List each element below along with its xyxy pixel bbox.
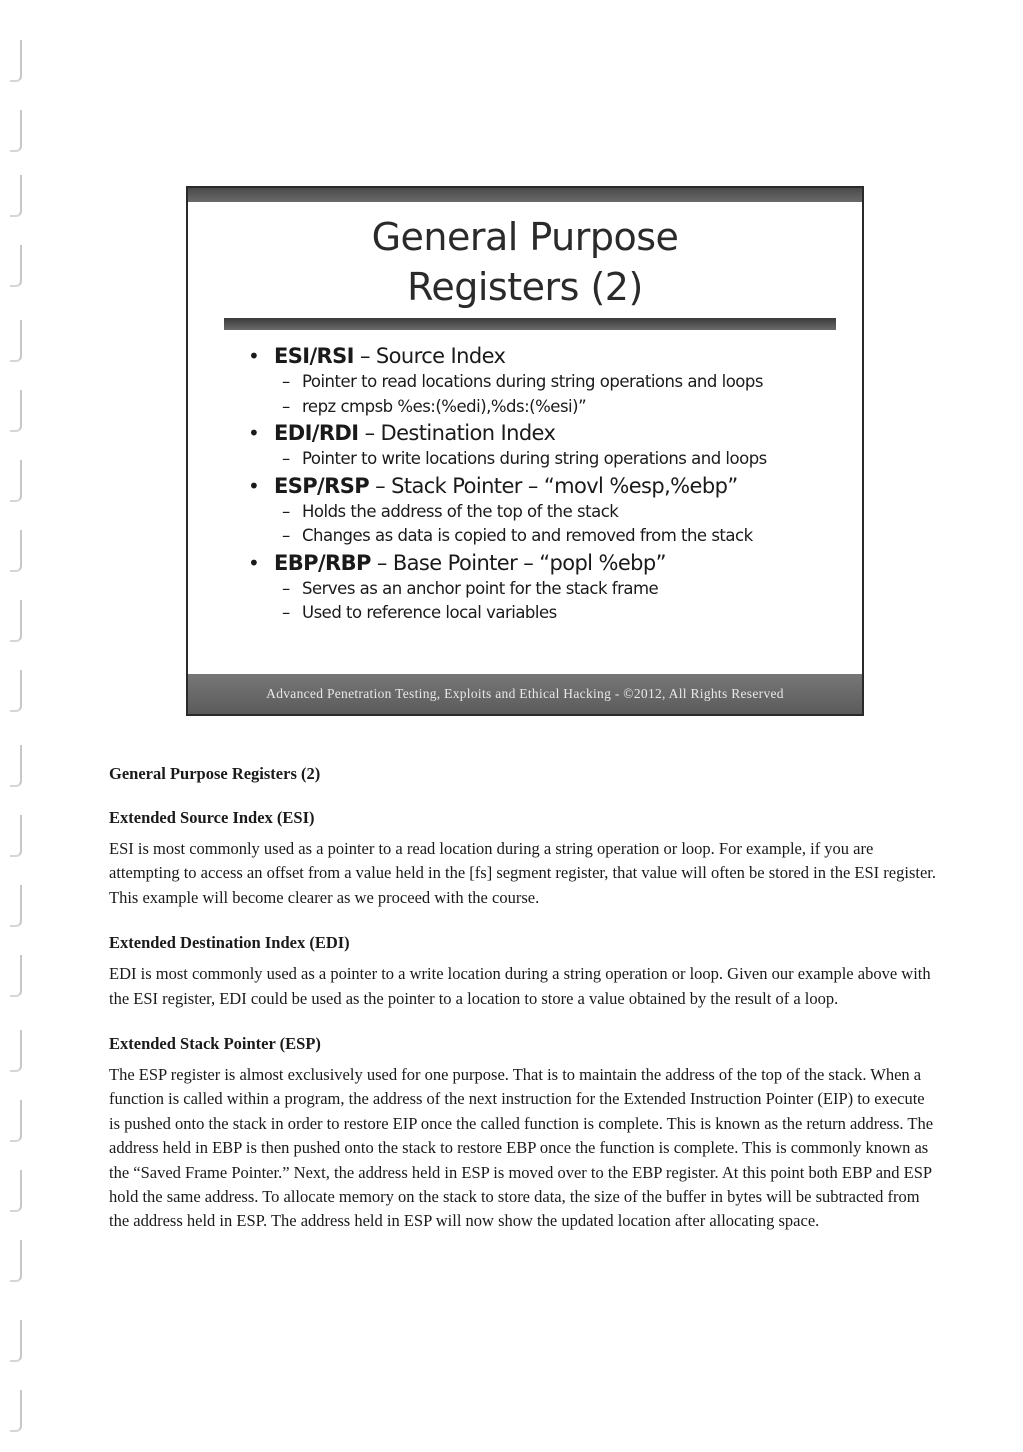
sub-list [274,370,848,419]
sub-list [274,447,848,472]
sub-item: – repz cmpsb %es:(%edi),%ds:(%esi)” [282,395,848,420]
section-title-esi: Extended Source Index (ESI) [109,808,315,827]
slide-footer: Advanced Penetration Testing, Exploits and Ethical Hacking - ©2012, All Rights Reserved [188,674,862,714]
notes-heading: General Purpose Registers (2) [109,764,321,783]
sub-item: – Changes as data is copied to and removed from the stack [282,524,848,549]
slide-bullet-list [248,342,848,626]
paragraph-edi: EDI is most commonly used as a pointer to a write location during a string operation or loop. Given our example above with the ESI register, EDI could be used as the pointer to a location to store a value obtained by the result of a loop. [109,964,931,1008]
register-description: – Destination Index [364,421,556,445]
bullet-line [274,342,848,370]
register-description: – Base Pointer – “popl %ebp” [376,550,666,575]
paragraph-esi: ESI is most commonly used as a pointer to a read location during a string operation or loop. For example, if you are attempting to access an offset from a value held in the [fs] segment register, that value will often be stored in the ESI register. This example will become clearer as we proceed with the course. [109,839,936,907]
binding-hole [10,955,22,997]
sub-list [274,577,848,626]
binding-hole [10,390,22,432]
bullet-edi [248,419,848,472]
binding-hole [10,885,22,927]
binding-hole [10,110,22,152]
binding-hole [10,1320,22,1362]
binding-hole [10,600,22,642]
register-name: EDI/RDI [274,421,359,445]
binding-hole [10,460,22,502]
slide-title-line1: General Purpose [371,215,679,259]
slide-divider [224,318,836,330]
slide-title [188,212,862,312]
bullet-line [274,419,848,447]
binding-hole [10,1100,22,1142]
paragraph-esp: The ESP register is almost exclusively used for one purpose. That is to maintain the address of the top of the stack. When a function is called within a program, the address of the next instruction for the Extended Instruction Pointer (EIP) to execute is pushed onto the stack in order to restore EIP once the called function is complete. This is known as the return address. The address held in EBP is then pushed onto the stack to restore EBP once the function is complete. This is commonly known as the “Saved Frame Pointer.” Next, the address held in ESP is moved over to the EBP register. At this point both EBP and ESP hold the same address. To allocate memory on the stack to store data, the size of the buffer in bytes will be subtracted from the address held in ESP. The address held in ESP will now show the updated location after allocating space. [109,1065,934,1231]
section-title-esp: Extended Stack Pointer (ESP) [109,1034,321,1054]
binding-hole [10,530,22,572]
binding-hole [10,815,22,857]
notes-section [109,763,939,1234]
slide-top-bar [188,188,862,202]
register-name: ESP/RSP [274,473,370,498]
binding-hole [10,745,22,787]
section-title-edi: Extended Destination Index (EDI) [109,933,350,953]
sub-item: – Holds the address of the top of the stack [282,500,848,525]
binding-hole [10,1030,22,1072]
bullet-line [274,472,848,500]
binding-hole [10,245,22,287]
binding-hole [10,670,22,712]
register-name: ESI/RSI [274,344,354,368]
bullet-esi [248,342,848,419]
binding-hole [10,1170,22,1212]
register-description: – Source Index [359,344,506,368]
bullet-esp [248,472,848,549]
sub-item: – Serves as an anchor point for the stack frame [282,577,848,602]
binding-hole [10,320,22,362]
slide-title-line2: Registers (2) [407,265,643,309]
slide [186,186,864,716]
binding-hole [10,1240,22,1282]
binding-hole [10,175,22,217]
bullet-ebp [248,549,848,626]
binding-hole [10,1390,22,1432]
bullet-line [274,549,848,577]
binding-holes [0,0,40,1452]
sub-item: – Pointer to read locations during string operations and loops [282,370,848,395]
sub-item: – Pointer to write locations during string operations and loops [282,447,848,472]
register-description: – Stack Pointer – “movl %esp,%ebp” [375,473,738,498]
binding-hole [10,40,22,82]
sub-list [274,500,848,549]
sub-item: – Used to reference local variables [282,601,848,626]
register-name: EBP/RBP [274,550,371,575]
